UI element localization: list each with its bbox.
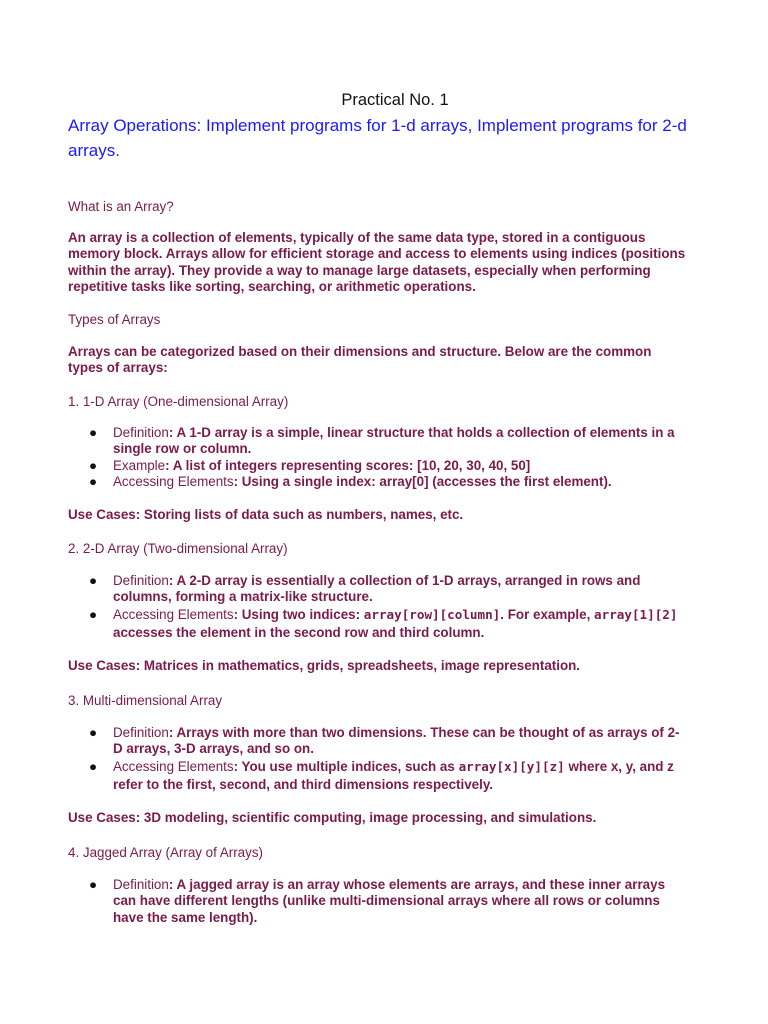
item-text: where x, y, and z refer to the first, second, and third dimensions respectively. <box>113 758 674 792</box>
intro-paragraph: An array is a collection of elements, typically of the same data type, stored in a contiguous memory block. Arrays allow for efficient storage and access to elements using indices (positions within the array). They provide a way to manage large datasets, especially when performing repetitive tasks like sorting, searching, or arithmetic operations. <box>68 230 686 295</box>
item-label: Definition <box>113 877 169 892</box>
use-cases-1d: Use Cases: Storing lists of data such as numbers, names, etc. <box>68 507 464 522</box>
item-text: : You use multiple indices, such as <box>233 758 459 774</box>
item-label: Definition <box>113 725 169 740</box>
item-text: accesses the element in the second row and third column. <box>113 624 485 640</box>
list-jagged <box>68 877 688 926</box>
code-snippet: array[1][2] <box>594 606 678 622</box>
bullet-icon: ● <box>89 606 98 622</box>
item-text: : Arrays with more than two dimensions. These can be thought of as arrays of 2-D arrays, 3-D arrays, and so on. <box>113 725 680 757</box>
list-multi <box>68 725 688 794</box>
bullet-icon: ● <box>89 425 98 440</box>
list-item <box>68 758 688 794</box>
list-item <box>68 458 688 474</box>
item-text: : A jagged array is an array whose elements are arrays, and these inner arrays can have different lengths (unlike multi-dimensional arrays where all rows or columns have the same length). <box>113 877 666 925</box>
item-label: Definition <box>113 573 169 588</box>
bullet-icon: ● <box>89 725 98 740</box>
page-title: Practical No. 1 <box>341 91 449 109</box>
list-item <box>68 573 688 606</box>
section-heading-jagged: 4. Jagged Array (Array of Arrays) <box>68 845 263 860</box>
item-label: Accessing Elements <box>113 474 234 490</box>
list-item <box>68 725 688 758</box>
list-item <box>68 474 688 490</box>
item-text: : A list of integers representing scores: [10, 20, 30, 40, 50] <box>165 457 531 473</box>
item-text: : Using a single index: array[0] (accesses the first element). <box>233 474 612 490</box>
item-text: . For example, <box>500 606 595 622</box>
code-snippet: array[x][y][z] <box>458 758 565 774</box>
bullet-icon: ● <box>89 573 98 588</box>
bullet-icon: ● <box>89 457 98 473</box>
bullet-icon: ● <box>89 758 98 774</box>
list-item <box>68 877 688 926</box>
bullet-icon: ● <box>89 877 98 892</box>
list-1d <box>68 425 688 491</box>
bullet-icon: ● <box>89 474 98 490</box>
section-heading-multi: 3. Multi-dimensional Array <box>68 693 223 708</box>
item-text: : A 2-D array is essentially a collection of 1-D arrays, arranged in rows and columns, forming a matrix-like structure. <box>113 573 641 605</box>
code-snippet: array[row][column] <box>363 606 501 622</box>
item-label: Accessing Elements <box>113 758 234 774</box>
section-heading-1d: 1. 1-D Array (One-dimensional Array) <box>68 394 289 409</box>
section-heading-types: Types of Arrays <box>68 312 161 327</box>
list-item <box>68 606 688 642</box>
item-text: : Using two indices: <box>233 606 364 622</box>
use-cases-2d: Use Cases: Matrices in mathematics, grids, spreadsheets, image representation. <box>68 658 581 673</box>
section-heading-what-is-array: What is an Array? <box>68 199 174 214</box>
item-label: Example <box>113 457 166 473</box>
item-text: : A 1-D array is a simple, linear structure that holds a collection of elements in a single row or column. <box>113 425 675 457</box>
section-heading-2d: 2. 2-D Array (Two-dimensional Array) <box>68 541 288 556</box>
item-label: Accessing Elements <box>113 606 234 622</box>
list-2d <box>68 573 688 642</box>
types-paragraph: Arrays can be categorized based on their dimensions and structure. Below are the common types of arrays: <box>68 344 652 376</box>
page-subtitle: Array Operations: Implement programs for 1-d arrays, Implement programs for 2-d arrays. <box>68 116 687 160</box>
list-item <box>68 425 688 458</box>
item-label: Definition <box>113 425 169 440</box>
use-cases-multi: Use Cases: 3D modeling, scientific computing, image processing, and simulations. <box>68 810 597 825</box>
